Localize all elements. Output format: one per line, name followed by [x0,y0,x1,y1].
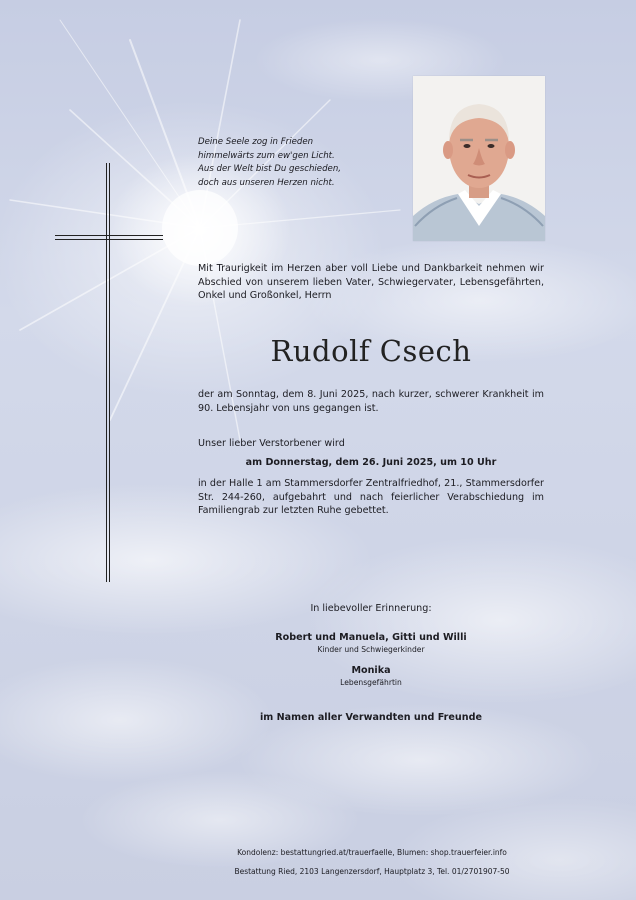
poem-line: doch aus unseren Herzen nicht. [198,177,335,188]
poem-line: Deine Seele zog in Frieden [198,137,314,147]
poem-line: himmelwärts zum ew'gen Licht. [198,150,335,161]
deceased-name: Rudolf Csech [270,334,472,368]
ceremony-place: in der Halle 1 am Stammersdorfer Zentralfriedhof, 21., Stammersdorfer Str. 244-260, aufgebahrt und nach feierlicher Verabschiedung im Familiengrab zur letzten Ruhe gebettet. [198,478,544,516]
partner-relation: Lebensgefährtin [340,678,402,687]
family-names: Robert und Manuela, Gitti und Willi [275,632,467,643]
family-relation: Kinder und Schwiegerkinder [317,645,425,654]
death-notice: der am Sonntag, dem 8. Juni 2025, nach kurzer, schwerer Krankheit im 90. Lebensjahr von uns gegangen ist. [198,389,544,414]
footer-contact: Kondolenz: bestattungried.at/trauerfaelle, Blumen: shop.trauerfeier.info [237,848,507,857]
ceremony-date: am Donnerstag, dem 26. Juni 2025, um 10 Uhr [245,457,497,468]
memory-heading: In liebevoller Erinnerung: [310,603,432,614]
cross-ornament [55,163,165,583]
poem-line: Aus der Welt bist Du geschieden, [198,164,342,174]
ceremony-lead: Unser lieber Verstorbener wird [198,438,345,449]
poem [198,136,398,190]
partner-name: Monika [351,665,391,676]
relatives-line: im Namen aller Verwandten und Freunde [260,712,482,723]
portrait-photo [413,76,545,241]
intro-text: Mit Traurigkeit im Herzen aber voll Liebe und Dankbarkeit nehmen wir Abschied von unserem lieben Vater, Schwiegervater, Lebensgefährten, Onkel und Großonkel, Herrn [198,263,544,301]
footer-address: Bestattung Ried, 2103 Langenzersdorf, Hauptplatz 3, Tel. 01/2701907-50 [234,867,510,876]
